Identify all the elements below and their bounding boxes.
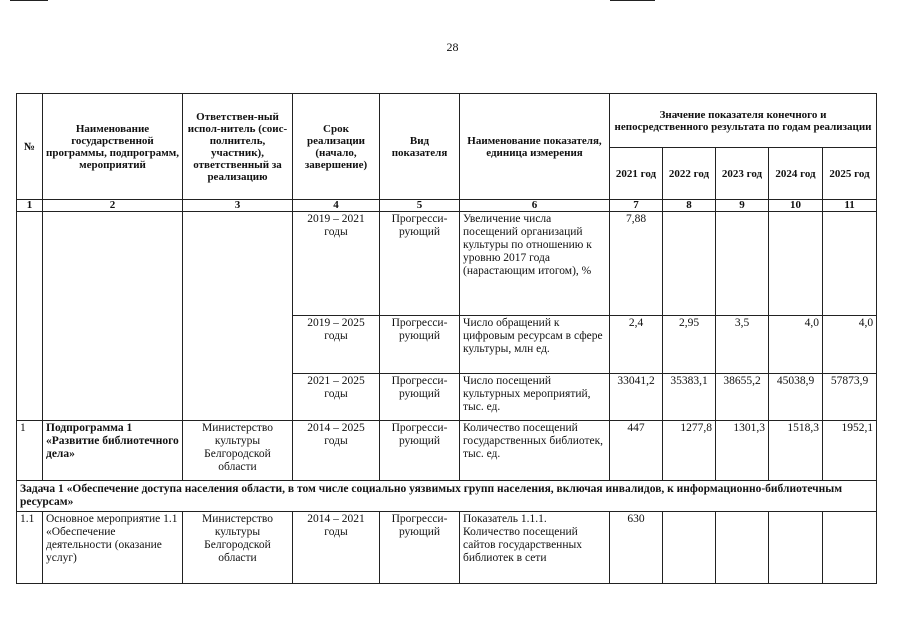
table-row [17,512,877,584]
row-value [769,212,823,316]
row-value: 45038,9 [769,374,823,421]
header-indicator: Наименование показателя, единица измерения [460,94,610,200]
col-number: 6 [460,200,610,212]
row-value: 1518,3 [769,421,823,481]
row-value [716,212,769,316]
row-period: 2021 – 2025 годы [293,374,380,421]
row-name: Основное мероприятие 1.1 «Обеспечение деятельности (оказание услуг) [43,512,183,584]
table-row [17,212,877,316]
row-period: 2014 – 2025 годы [293,421,380,481]
row-value: 630 [610,512,663,584]
row-responsible: Министерство культуры Белгородской области [183,421,293,481]
row-value: 2,95 [663,316,716,374]
col-number: 5 [380,200,460,212]
row-value: 33041,2 [610,374,663,421]
row-value [716,512,769,584]
row-value: 447 [610,421,663,481]
header-name: Наименование государственной программы, подпрограмм, мероприятий [43,94,183,200]
row-kind: Прогресси-рующий [380,374,460,421]
col-number: 2 [43,200,183,212]
row-indicator: Количество посещений государственных библиотек, тыс. ед. [460,421,610,481]
row-no [17,212,43,421]
row-kind: Прогресси-рующий [380,421,460,481]
header-year: 2024 год [769,148,823,200]
col-number: 10 [769,200,823,212]
row-kind: Прогресси-рующий [380,316,460,374]
row-value: 1301,3 [716,421,769,481]
header-responsible: Ответствен-ный испол-нитель (соис-полнитель, участник), ответственный за реализацию [183,94,293,200]
row-value: 57873,9 [823,374,877,421]
row-value [823,512,877,584]
row-value: 1952,1 [823,421,877,481]
table-row [17,421,877,481]
row-value: 4,0 [769,316,823,374]
row-indicator: Число обращений к цифровым ресурсам в сфере культуры, млн ед. [460,316,610,374]
page-number: 28 [446,40,459,54]
header-values-group: Значение показателя конечного и непосредственного результата по годам реализации [610,94,877,148]
header-no: № [17,94,43,200]
header-year: 2025 год [823,148,877,200]
header-year: 2023 год [716,148,769,200]
row-value: 35383,1 [663,374,716,421]
row-indicator: Показатель 1.1.1. Количество посещений сайтов государственных библиотек в сети [460,512,610,584]
row-period: 2019 – 2021 годы [293,212,380,316]
header-period: Срок реализации (начало, завершение) [293,94,380,200]
row-kind: Прогресси-рующий [380,212,460,316]
row-indicator: Увеличение числа посещений организаций культуры по отношению к уровню 2017 года (нарастающим итогом), % [460,212,610,316]
header-year: 2022 год [663,148,716,200]
col-number: 1 [17,200,43,212]
top-rule-right [610,0,655,1]
row-value: 3,5 [716,316,769,374]
col-number: 9 [716,200,769,212]
col-number: 3 [183,200,293,212]
row-value [769,512,823,584]
col-number: 11 [823,200,877,212]
col-number: 8 [663,200,716,212]
row-no: 1 [17,421,43,481]
row-value: 1277,8 [663,421,716,481]
row-indicator: Число посещений культурных мероприятий, тыс. ед. [460,374,610,421]
row-name: Подпрограмма 1 «Развитие библиотечного дела» [43,421,183,481]
row-value: 4,0 [823,316,877,374]
row-value: 38655,2 [716,374,769,421]
row-responsible [183,212,293,421]
row-value [663,512,716,584]
indicators-table [16,93,877,584]
row-responsible: Министерство культуры Белгородской области [183,512,293,584]
col-number: 7 [610,200,663,212]
row-kind: Прогресси-рующий [380,512,460,584]
row-name [43,212,183,421]
task-row [17,481,877,512]
row-value: 7,88 [610,212,663,316]
header-kind: Вид показателя [380,94,460,200]
row-period: 2019 – 2025 годы [293,316,380,374]
row-value [823,212,877,316]
row-no: 1.1 [17,512,43,584]
col-number: 4 [293,200,380,212]
row-period: 2014 – 2021 годы [293,512,380,584]
task-text: Задача 1 «Обеспечение доступа населения области, в том числе социально уязвимых групп населения, включая инвалидов, к информационно-библиотечным ресурсам» [17,481,877,512]
header-year: 2021 год [610,148,663,200]
row-value [663,212,716,316]
row-value: 2,4 [610,316,663,374]
top-rule-left [10,0,48,1]
